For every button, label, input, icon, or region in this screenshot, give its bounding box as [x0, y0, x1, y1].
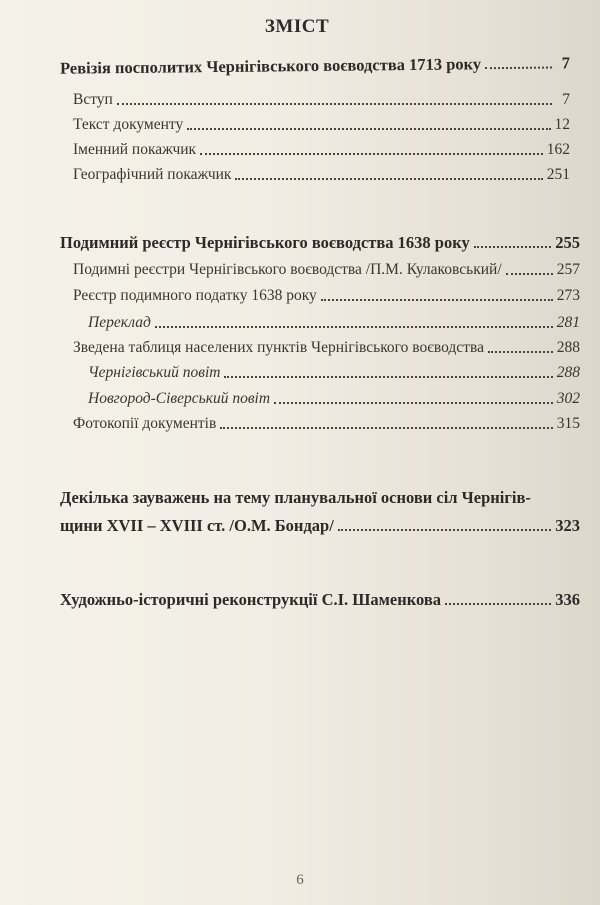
toc-page-number: 273 — [556, 287, 580, 304]
toc-entry[interactable] — [73, 338, 580, 358]
toc-page-number: 302 — [556, 390, 580, 407]
toc-label: Подимний реєстр Чернігівського воєводства 1638 року — [60, 233, 470, 252]
toc-entry[interactable] — [73, 414, 580, 434]
toc-page-number: 255 — [555, 233, 580, 252]
toc-label: Чернігівський повіт — [88, 364, 221, 381]
toc-page-number: 281 — [556, 314, 580, 331]
toc-entry[interactable] — [73, 286, 580, 306]
leader-dots — [488, 350, 553, 353]
toc-page-number: 288 — [556, 339, 580, 356]
toc-entry[interactable] — [73, 140, 570, 160]
toc-page-number: 315 — [556, 415, 580, 432]
toc-section-1[interactable] — [60, 53, 570, 78]
leader-dots — [445, 602, 551, 605]
toc-label: Зведена таблиця населених пунктів Чернігівського воєводства — [73, 339, 484, 356]
leader-dots — [200, 152, 543, 155]
toc-entry[interactable] — [88, 363, 580, 383]
toc-label: Подимні реєстри Чернігівського воєводства /П.М. Кулаковський/ — [73, 261, 502, 278]
toc-page-number: 7 — [561, 53, 571, 73]
leader-dots — [224, 375, 552, 378]
toc-label: Переклад — [88, 314, 151, 331]
leader-dots — [187, 127, 550, 130]
toc-entry[interactable] — [73, 90, 570, 110]
toc-label: Новгород-Сіверський повіт — [88, 390, 271, 407]
leader-dots — [321, 298, 553, 301]
toc-page-number: 251 — [546, 166, 570, 183]
toc-title: ЗМІСТ — [264, 16, 330, 37]
leader-dots — [117, 102, 552, 105]
leader-dots — [220, 426, 552, 429]
toc-section-3-line1[interactable]: Декілька зауважень на тему планувальної основи сіл Чернігів- — [60, 488, 531, 507]
toc-entry[interactable] — [88, 313, 580, 333]
toc-page-number: 162 — [546, 141, 570, 158]
leader-dots — [474, 245, 552, 248]
toc-label: Художньо-історичні реконструкції С.І. Шаменкова — [60, 590, 442, 609]
leader-dots — [155, 325, 553, 328]
leader-dots — [485, 66, 552, 70]
toc-page-number: 336 — [555, 590, 580, 609]
leader-dots — [235, 177, 542, 180]
toc-label: Іменний покажчик — [73, 141, 197, 158]
toc-label: Географічний покажчик — [73, 166, 232, 183]
toc-page-number: 323 — [555, 516, 580, 535]
toc-label: Реєстр подимного податку 1638 року — [73, 287, 317, 304]
leader-dots — [506, 272, 553, 275]
leader-dots — [274, 401, 553, 404]
toc-label: щини XVII – XVIII ст. /О.М. Бондар/ — [60, 516, 334, 535]
toc-section-4[interactable] — [60, 590, 580, 610]
toc-section-3[interactable] — [60, 516, 580, 536]
leader-dots — [338, 528, 551, 531]
toc-section-2[interactable] — [60, 233, 580, 253]
toc-page-number: 7 — [562, 91, 570, 108]
toc-page-number: 288 — [556, 364, 580, 381]
toc-entry[interactable] — [73, 165, 570, 185]
toc-entry[interactable] — [88, 389, 580, 409]
toc-page-number: 257 — [556, 261, 580, 278]
page-number: 6 — [296, 872, 304, 888]
toc-label: Фотокопії документів — [73, 415, 217, 432]
toc-label: Текст документу — [73, 116, 184, 133]
toc-label: Вступ — [73, 91, 113, 108]
toc-label: Ревізія посполитих Чернігівського воєводства 1713 року — [59, 54, 482, 78]
toc-entry[interactable] — [73, 260, 580, 280]
toc-entry[interactable] — [73, 115, 570, 135]
toc-page-number: 12 — [554, 116, 570, 133]
